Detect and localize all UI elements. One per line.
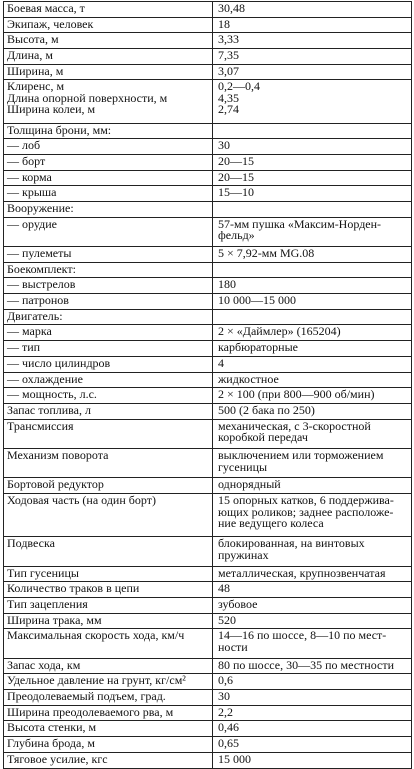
parameter-value: 14—16 по шоссе, 8—10 по мест- ности (213, 629, 412, 658)
table-row (4, 629, 412, 658)
table-row (4, 262, 412, 278)
table-row (4, 752, 412, 768)
table-row (4, 449, 412, 478)
parameter-value: 7,35 (213, 49, 412, 65)
table-row (4, 582, 412, 598)
table-row (4, 49, 412, 65)
parameter-label: — корма (4, 170, 213, 186)
parameter-label: Боевая масса, т (4, 2, 213, 18)
parameter-label: — орудие (4, 217, 213, 246)
parameter-label: Двигатель: (4, 309, 213, 325)
parameter-label: — мощность, л.с. (4, 388, 213, 404)
parameter-value: 15 000 (213, 752, 412, 768)
parameter-label: Экипаж, человек (4, 17, 213, 33)
parameter-value: однорядный (213, 478, 412, 494)
parameter-value: 520 (213, 613, 412, 629)
parameter-label: Глубина брода, м (4, 737, 213, 753)
table-row (4, 737, 412, 753)
parameter-value: 30,48 (213, 2, 412, 18)
parameter-label: Ходовая часть (на один борт) (4, 494, 213, 537)
parameter-label: Клиренс, м Длина опорной поверхности, м Ширина колеи, м (4, 80, 213, 123)
parameter-label: Трансмиссия (4, 419, 213, 448)
parameter-value (213, 309, 412, 325)
parameter-label: Запас топлива, л (4, 403, 213, 419)
table-row (4, 494, 412, 537)
parameter-label: — число цилиндров (4, 356, 213, 372)
parameter-value: 20—15 (213, 170, 412, 186)
table-row (4, 170, 412, 186)
parameter-label: — патронов (4, 294, 213, 310)
table-row (4, 154, 412, 170)
parameter-label: Максимальная скорость хода, км/ч (4, 629, 213, 658)
parameter-label: Преодолеваемый подъем, град. (4, 690, 213, 706)
table-row (4, 186, 412, 202)
table-row (4, 139, 412, 155)
parameter-value: 80 по шоссе, 30—35 по местности (213, 658, 412, 674)
table-row (4, 309, 412, 325)
table-row (4, 325, 412, 341)
table-row (4, 690, 412, 706)
table-row (4, 658, 412, 674)
parameter-value (213, 262, 412, 278)
parameter-value: 20—15 (213, 154, 412, 170)
table-row (4, 674, 412, 690)
table-row (4, 597, 412, 613)
parameter-value: 2 × 100 (при 800—900 об/мин) (213, 388, 412, 404)
parameter-label: Бортовой редуктор (4, 478, 213, 494)
parameter-value: 0,65 (213, 737, 412, 753)
parameter-label: Удельное давление на грунт, кг/см² (4, 674, 213, 690)
table-row (4, 33, 412, 49)
parameter-label: — выстрелов (4, 278, 213, 294)
table-row (4, 217, 412, 246)
table-row (4, 566, 412, 582)
parameter-value: 10 000—15 000 (213, 294, 412, 310)
parameter-label: Ширина, м (4, 64, 213, 80)
parameter-value: 15—10 (213, 186, 412, 202)
parameter-value: 0,46 (213, 721, 412, 737)
parameter-value: выключением или торможением гусеницы (213, 449, 412, 478)
table-row (4, 403, 412, 419)
parameter-label: — охлаждение (4, 372, 213, 388)
parameter-label: Высота, м (4, 33, 213, 49)
parameter-label: Ширина преодолеваемого рва, м (4, 705, 213, 721)
parameter-label: — тип (4, 341, 213, 357)
table-row (4, 613, 412, 629)
parameter-label: — марка (4, 325, 213, 341)
parameter-value: 57-мм пушка «Максим-Норден- фельд» (213, 217, 412, 246)
parameter-label: — борт (4, 154, 213, 170)
parameter-label: Тип зацепления (4, 597, 213, 613)
table-row (4, 80, 412, 123)
parameter-value: 2,2 (213, 705, 412, 721)
parameter-value: жидкостное (213, 372, 412, 388)
parameter-value: 3,07 (213, 64, 412, 80)
parameter-value: 180 (213, 278, 412, 294)
parameter-label: — пулеметы (4, 247, 213, 263)
parameter-value: 3,33 (213, 33, 412, 49)
parameter-label: Ширина трака, мм (4, 613, 213, 629)
parameter-value: 15 опорных катков, 6 поддержива- ющих роликов; заднее расположе- ние ведущего колеса (213, 494, 412, 537)
parameter-label: — лоб (4, 139, 213, 155)
parameter-label: Толщина брони, мм: (4, 123, 213, 139)
parameter-label: Количество траков в цепи (4, 582, 213, 598)
table-row (4, 201, 412, 217)
parameter-value: металлическая, крупнозвенчатая (213, 566, 412, 582)
parameter-value: 18 (213, 17, 412, 33)
parameter-label: — крыша (4, 186, 213, 202)
table-row (4, 247, 412, 263)
parameter-label: Вооружение: (4, 201, 213, 217)
parameter-value: 30 (213, 690, 412, 706)
specifications-table-body (4, 2, 412, 769)
parameter-label: Подвеска (4, 537, 213, 566)
table-row (4, 341, 412, 357)
table-row (4, 419, 412, 448)
parameter-label: Тяговое усилие, кгс (4, 752, 213, 768)
parameter-label: Боекомплект: (4, 262, 213, 278)
parameter-value: карбюраторные (213, 341, 412, 357)
parameter-value: 5 × 7,92-мм MG.08 (213, 247, 412, 263)
table-row (4, 64, 412, 80)
parameter-value: 48 (213, 582, 412, 598)
table-row (4, 2, 412, 18)
specifications-table (3, 1, 412, 769)
parameter-label: Длина, м (4, 49, 213, 65)
table-row (4, 388, 412, 404)
parameter-value: механическая, с 3-скоростной коробкой передач (213, 419, 412, 448)
table-row (4, 478, 412, 494)
parameter-value: блокированная, на винтовых пружинах (213, 537, 412, 566)
parameter-value: 500 (2 бака по 250) (213, 403, 412, 419)
parameter-label: Высота стенки, м (4, 721, 213, 737)
table-row (4, 537, 412, 566)
table-row (4, 372, 412, 388)
parameter-value: 30 (213, 139, 412, 155)
table-row (4, 278, 412, 294)
parameter-value (213, 123, 412, 139)
table-row (4, 705, 412, 721)
table-row (4, 123, 412, 139)
parameter-value: 2 × «Даймлер» (165204) (213, 325, 412, 341)
parameter-value: зубовое (213, 597, 412, 613)
table-row (4, 294, 412, 310)
parameter-label: Тип гусеницы (4, 566, 213, 582)
table-row (4, 721, 412, 737)
parameter-value: 0,6 (213, 674, 412, 690)
parameter-value: 4 (213, 356, 412, 372)
parameter-label: Запас хода, км (4, 658, 213, 674)
table-row (4, 17, 412, 33)
parameter-value: 0,2—0,4 4,35 2,74 (213, 80, 412, 123)
parameter-value (213, 201, 412, 217)
parameter-label: Механизм поворота (4, 449, 213, 478)
table-row (4, 356, 412, 372)
